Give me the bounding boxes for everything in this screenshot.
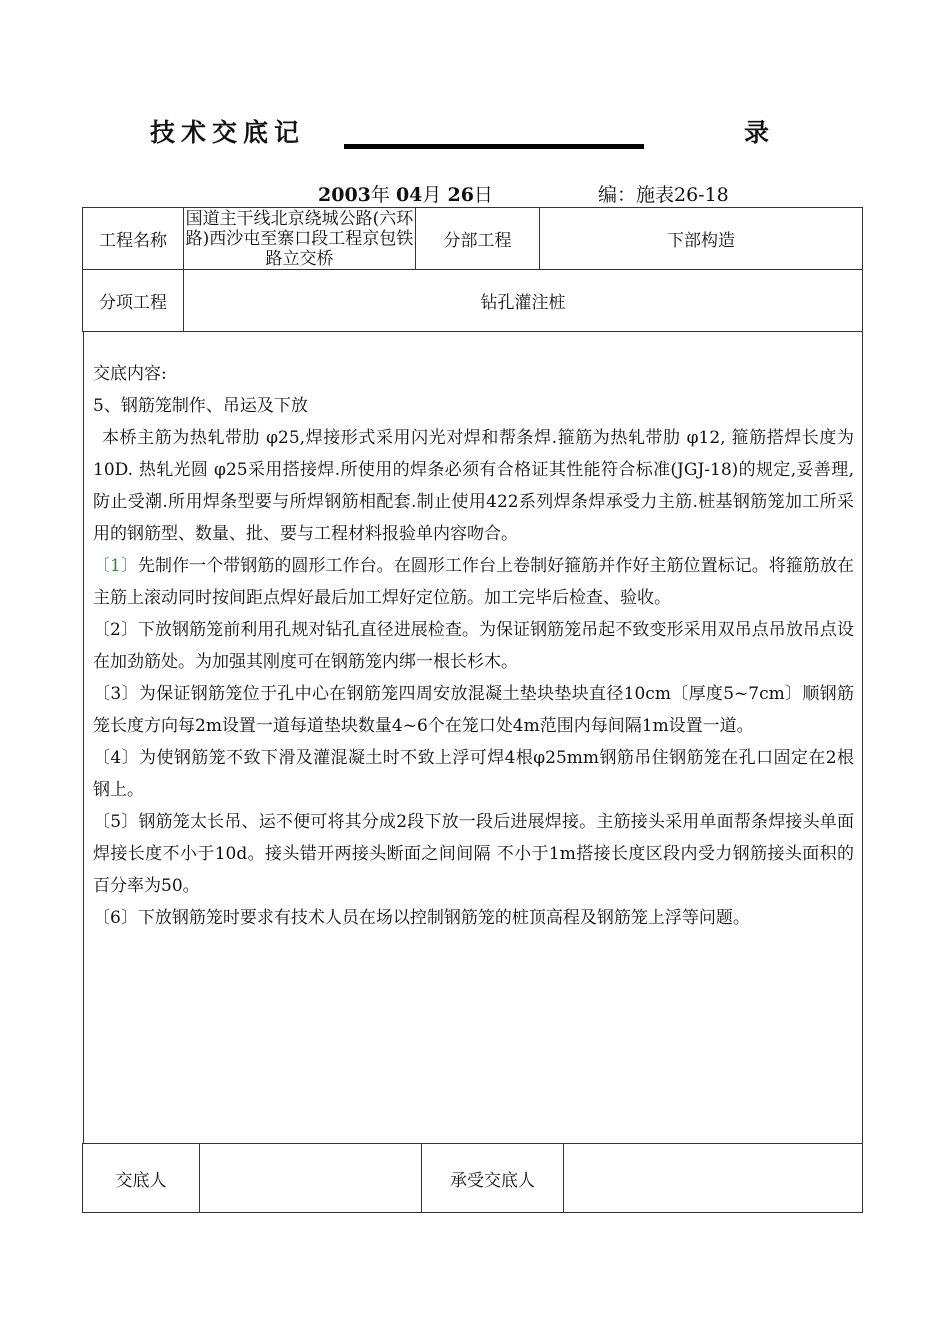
item-2: 〔2〕下放钢筋笼前利用孔规对钻孔直径进展检查。为保证钢筋笼吊起不致变形采用双吊点吊放吊点设在加劲筋处。为加强其刚度可在钢筋笼内绑一根长杉木。 bbox=[93, 620, 854, 672]
date-year: 2003 bbox=[318, 184, 371, 206]
receiver-field[interactable] bbox=[564, 1144, 863, 1213]
project-name-value: 国道主干线北京绕城公路(六环路)西沙屯至寨口段工程京包铁路立交桥 bbox=[184, 208, 416, 270]
subitem-value: 钻孔灌注桩 bbox=[184, 270, 863, 332]
date-year-unit: 年 bbox=[370, 184, 390, 206]
document-title: 技术交底记 bbox=[150, 118, 306, 147]
item-1-text: 先制作一个带钢筋的圆形工作台。在圆形工作台上卷制好箍筋并作好主筋位置标记。将箍筋放在主筋上滚动同时按间距点焊好最后加工焊好定位筋。加工完毕后检查、验收。 bbox=[93, 556, 854, 608]
document-title-end: 录 bbox=[744, 118, 770, 147]
intro-paragraph: 本桥主筋为热轧带肋 φ25,焊接形式采用闪光对焊和帮条焊.箍筋为热轧带肋 φ12, 箍筋搭焊长度为10D. 热轧光圆 φ25采用搭接焊.所使用的焊条必须有合格证其性能符合标准(JGJ-18)的规定,妥善理,防止受潮.所用焊条型要与所焊钢筋相配套.制止使用422系列焊条焊承受力主筋.桩基钢筋笼加工所采用的钢筋型、数量、批、要与工程材料报验单内容吻合。 bbox=[93, 428, 854, 544]
discloser-label: 交底人 bbox=[83, 1144, 200, 1213]
disclosure-content bbox=[83, 331, 863, 1143]
signature-table bbox=[82, 1143, 863, 1213]
date-month: 04 bbox=[395, 184, 423, 206]
discloser-field[interactable] bbox=[200, 1144, 422, 1213]
info-table bbox=[82, 207, 863, 332]
date-day: 26 bbox=[447, 184, 474, 206]
section-title: 5、钢筋笼制作、吊运及下放 bbox=[93, 396, 308, 416]
date-month-unit: 月 bbox=[422, 184, 442, 206]
form-code: 编：施表26-18 bbox=[598, 184, 729, 206]
item-1-marker: 〔1〕 bbox=[93, 556, 138, 576]
project-name-label: 工程名称 bbox=[83, 208, 184, 270]
item-1 bbox=[93, 550, 854, 614]
item-6: 〔6〕下放钢筋笼时要求有技术人员在场以控制钢筋笼的桩顶高程及钢筋笼上浮等问题。 bbox=[93, 908, 750, 928]
receiver-label: 承受交底人 bbox=[422, 1144, 564, 1213]
record-date bbox=[318, 180, 493, 207]
division-value: 下部构造 bbox=[540, 208, 863, 270]
title-underline bbox=[344, 144, 644, 149]
item-4: 〔4〕为使钢筋笼不致下滑及灌混凝土时不致上浮可焊4根φ25mm钢筋吊住钢筋笼在孔口固定在2根钢上。 bbox=[93, 748, 854, 800]
subitem-label: 分项工程 bbox=[83, 270, 184, 332]
content-heading: 交底内容: bbox=[93, 364, 167, 384]
item-3: 〔3〕为保证钢筋笼位于孔中心在钢筋笼四周安放混凝土垫块垫块直径10cm〔厚度5~7cm〕顺钢筋笼长度方向每2m设置一道每道垫块数量4~6个在笼口处4m范围内每间隔1m设置一道。 bbox=[93, 684, 854, 736]
item-5: 〔5〕钢筋笼太长吊、运不便可将其分成2段下放一段后进展焊接。主筋接头采用单面帮条焊接头单面焊接长度不小于10d。接头错开两接头断面之间间隔 不小于1m搭接长度区段内受力钢筋接头面积的百分率为50。 bbox=[93, 812, 854, 896]
date-day-unit: 日 bbox=[473, 184, 493, 206]
division-label: 分部工程 bbox=[416, 208, 540, 270]
